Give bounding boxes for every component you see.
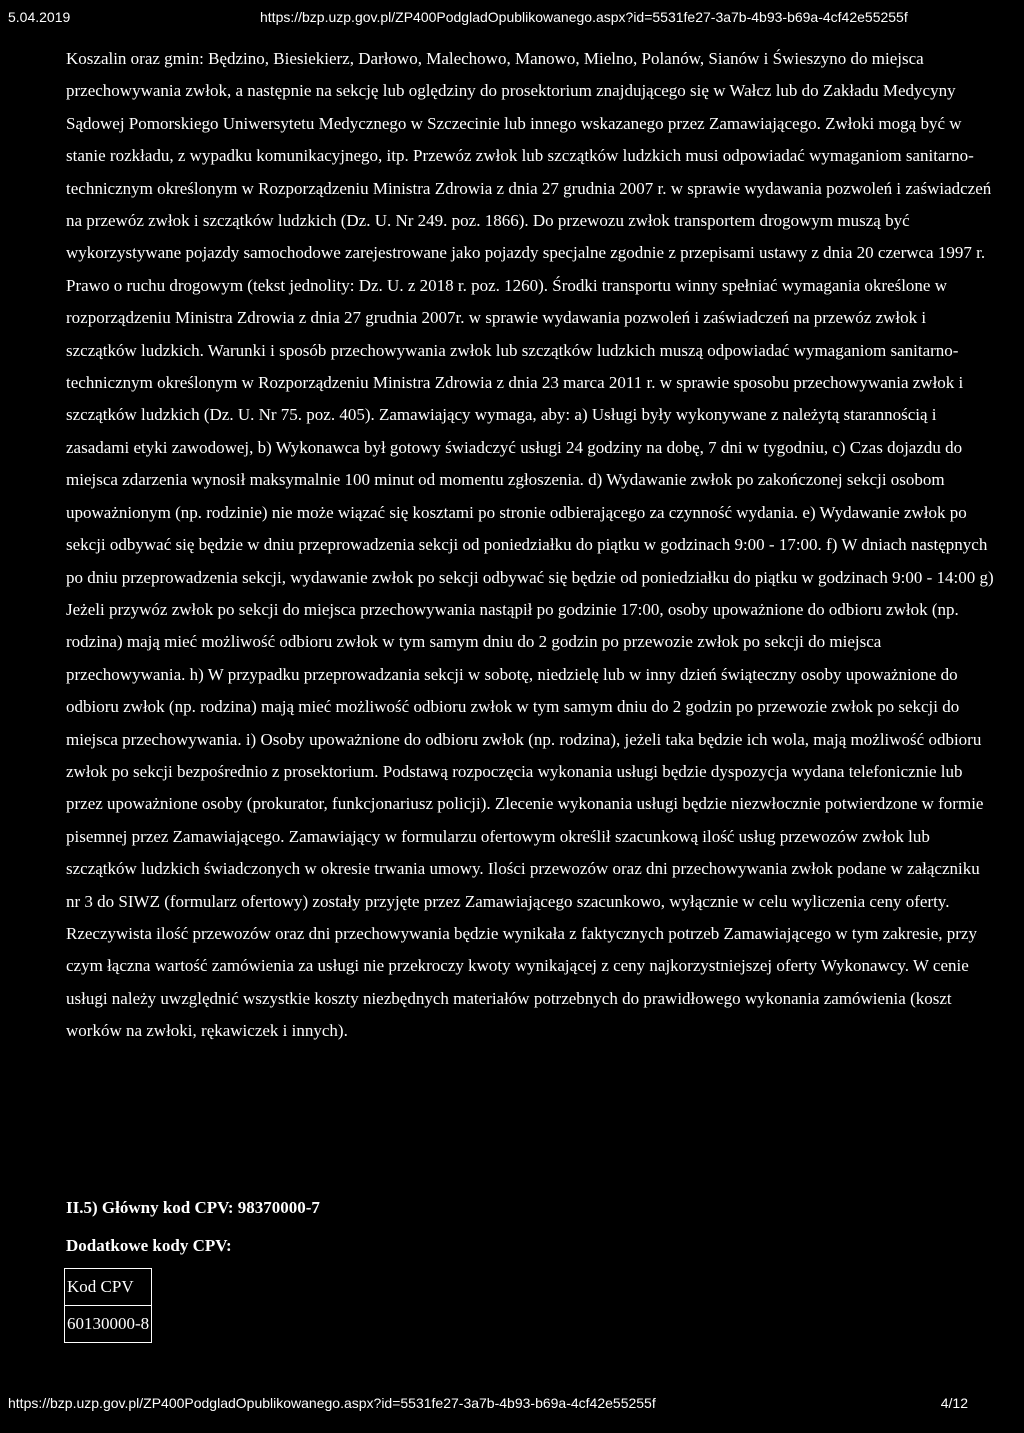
table-row <box>65 1306 152 1343</box>
table-cell: 60130000-8 <box>65 1306 152 1343</box>
body-paragraph: Koszalin oraz gmin: Będzino, Biesiekierz, Darłowo, Malechowo, Manowo, Mielno, Polanów, Sianów i Świeszyno do miejsca przechowywania zwłok, a następnie na sekcję lub oględziny do prosektorium znajdującego się w Wałcz lub do Zakładu Medycyny Sądowej Pomorskiego Uniwersytetu Medycznego w Szczecinie lub innego wskazanego przez Zamawiającego. Zwłoki mogą być w stanie rozkładu, z wypadku komunikacyjnego, itp. Przewóz zwłok lub szczątków ludzkich musi odpowiadać wymaganiom sanitarno-technicznym określonym w Rozporządzeniu Ministra Zdrowia z dnia 27 grudnia 2007 r. w sprawie wydawania pozwoleń i zaświadczeń na przewóz zwłok i szczątków ludzkich (Dz. U. Nr 249. poz. 1866). Do przewozu zwłok transportem drogowym muszą być wykorzystywane pojazdy samochodowe zarejestrowane jako pojazdy specjalne zgodnie z przepisami ustawy z dnia 20 czerwca 1997 r. Prawo o ruchu drogowym (tekst jednolity: Dz. U. z 2018 r. poz. 1260). Środki transportu winny spełniać wymagania określone w rozporządzeniu Ministra Zdrowia z dnia 27 grudnia 2007r. w sprawie wydawania pozwoleń i zaświadczeń na przewóz zwłok i szczątków ludzkich. Warunki i sposób przechowywania zwłok lub szczątków ludzkich muszą odpowiadać wymaganiom sanitarno-technicznym określonym w Rozporządzeniu Ministra Zdrowia z dnia 23 marca 2011 r. w sprawie sposobu przechowywania zwłok i szczątków ludzkich (Dz. U. Nr 75. poz. 405). Zamawiający wymaga, aby: a) Usługi były wykonywane z należytą starannością i zasadami etyki zawodowej, b) Wykonawca był gotowy świadczyć usługi 24 godziny na dobę, 7 dni w tygodniu, c) Czas dojazdu do miejsca zdarzenia wynosił maksymalnie 100 minut od momentu zgłoszenia. d) Wydawanie zwłok po zakończonej sekcji osobom upoważnionym (np. rodzinie) nie może wiązać się kosztami po stronie odbierającego za czynność wydania. e) Wydawanie zwłok po sekcji odbywać się będzie w dniu przeprowadzenia sekcji od poniedziałku do piątku w godzinach 9:00 - 17:00. f) W dniach następnych po dniu przeprowadzenia sekcji, wydawanie zwłok po sekcji odbywać się będzie od poniedziałku do piątku w godzinach 9:00 - 14:00 g) Jeżeli przywóz zwłok po sekcji do miejsca przechowywania nastąpił po godzinie 17:00, osoby upoważnione do odbioru zwłok (np. rodzina) mają mieć możliwość odbioru zwłok w tym samym dniu do 2 godzin po przewozie zwłok po sekcji do miejsca przechowywania. h) W przypadku przeprowadzania sekcji w sobotę, niedzielę lub w inny dzień świąteczny osoby upoważnione do odbioru zwłok (np. rodzina) mają mieć możliwość odbioru zwłok w tym samym dniu do 2 godzin po przewozie zwłok po sekcji do miejsca przechowywania. i) Osoby upoważnione do odbioru zwłok (np. rodzina), jeżeli taka będzie ich wola, mają możliwość odbioru zwłok po sekcji bezpośrednio z prosektorium. Podstawą rozpoczęcia wykonania usługi będzie dyspozycja wydana telefonicznie lub przez upoważnione osoby (prokurator, funkcjonariusz policji). Zlecenie wykonania usługi będzie niezwłocznie potwierdzone w formie pisemnej przez Zamawiającego. Zamawiający w formularzu ofertowym określił szacunkową ilość usług przewozów zwłok lub szczątków ludzkich świadczonych w okresie trwania umowy. Ilości przewozów oraz dni przechowywania zwłok podane w załączniku nr 3 do SIWZ (formularz ofertowy) zostały przyjęte przez Zamawiającego szacunkowo, wyłącznie w celu wyliczenia ceny oferty. Rzeczywista ilość przewozów oraz dni przechowywania będzie wynikała z faktycznych potrzeb Zamawiającego w tym zakresie, przy czym łączna wartość zamówienia za usługi nie przekroczy kwoty wynikającej z ceny najkorzystniejszej oferty Wykonawcy. W cenie usługi należy uwzględnić wszystkie koszty niezbędnych materiałów potrzebnych do prawidłowego wykonania zamówienia (koszt worków na zwłoki, rękawiczek i innych). <box>66 49 994 1041</box>
footer-url: https://bzp.uzp.gov.pl/ZP400PodgladOpublikowanego.aspx?id=5531fe27-3a7b-4b93-b69a-4cf42e55255f <box>8 1395 656 1411</box>
cpv-table <box>64 1268 152 1343</box>
document-body <box>66 43 996 1048</box>
header-url: https://bzp.uzp.gov.pl/ZP400PodgladOpublikowanego.aspx?id=5531fe27-3a7b-4b93-b69a-4cf42e55255f <box>260 9 908 25</box>
cpv-additional-label: Dodatkowe kody CPV: <box>66 1236 232 1255</box>
cpv-main-code: II.5) Główny kod CPV: 98370000-7 <box>66 1198 320 1217</box>
table-header-cell: Kod CPV <box>65 1269 152 1306</box>
header-date: 5.04.2019 <box>8 9 71 25</box>
table-row <box>65 1269 152 1306</box>
page-number: 4/12 <box>940 1395 968 1411</box>
